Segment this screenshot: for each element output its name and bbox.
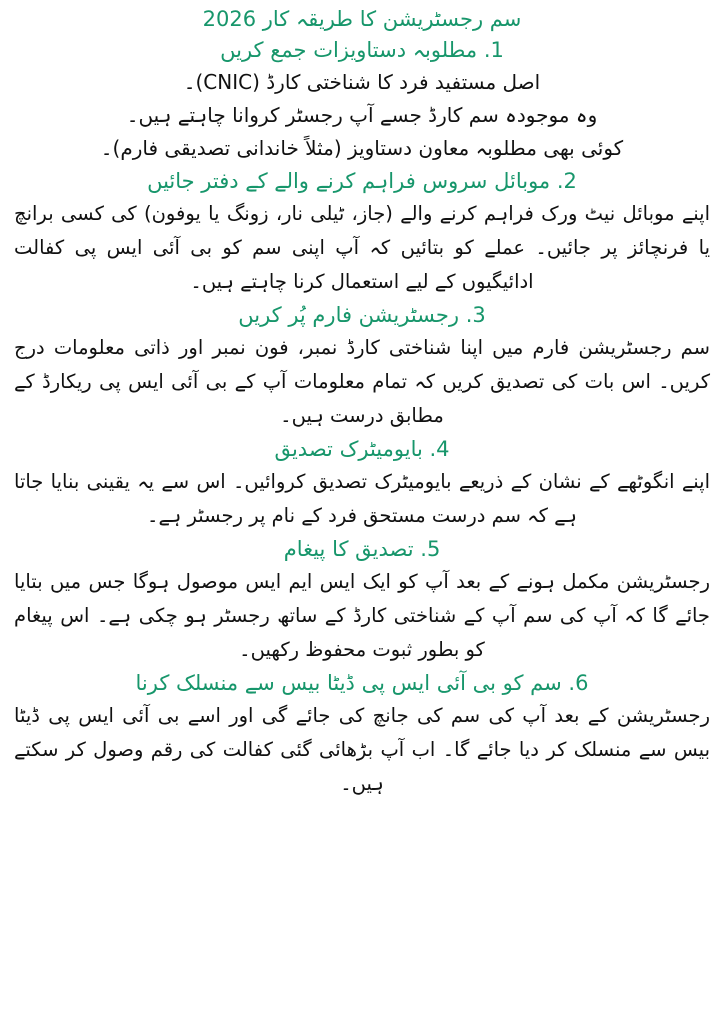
document-item-1: اصل مستفید فرد کا شناختی کارڈ (CNIC)۔ [183, 70, 541, 94]
document-item-3: کوئی بھی مطلوبہ معاون دستاویز (مثلاً خاندانی تصدیقی فارم)۔ [100, 136, 624, 160]
section-paragraph-6: رجسٹریشن کے بعد آپ کی سم کی جانچ کی جائے گی اور اسے بی آئی ایس پی ڈیٹا بیس سے منسلک کر دیا جائے گا۔ اب آپ بڑھائی گئی کفالت کی رقم وصول کر سکتے ہیں۔ [14, 704, 710, 795]
section-heading-1: 1. مطلوبہ دستاویزات جمع کریں [220, 38, 504, 62]
section-paragraph-2: اپنے موبائل نیٹ ورک فراہم کرنے والے (جاز، ٹیلی نار، زونگ یا یوفون) کی کسی برانچ یا فرنچائز پر جائیں۔ عملے کو بتائیں کہ آپ اپنی سم کو بی آئی ایس پی کفالت ادائیگیوں کے لیے استعمال کرنا چاہتے ہیں۔ [14, 202, 710, 293]
page-title: سم رجسٹریشن کا طریقہ کار 2026 [202, 7, 522, 31]
section-paragraph-5: رجسٹریشن مکمل ہونے کے بعد آپ کو ایک ایس ایم ایس موصول ہوگا جس میں بتایا جائے گا کہ آپ کی سم آپ کے شناختی کارڈ کے ساتھ رجسٹر ہو چکی ہے۔ اس پیغام کو بطور ثبوت محفوظ رکھیں۔ [14, 570, 710, 661]
section-paragraph-3: سم رجسٹریشن فارم میں اپنا شناختی کارڈ نمبر، فون نمبر اور ذاتی معلومات درج کریں۔ اس بات کی تصدیق کریں کہ تمام معلومات آپ کے بی آئی ایس پی ریکارڈ کے مطابق درست ہیں۔ [14, 336, 710, 427]
document-item-2: وہ موجودہ سم کارڈ جسے آپ رجسٹر کروانا چاہتے ہیں۔ [126, 103, 598, 127]
section-heading-2: 2. موبائل سروس فراہم کرنے والے کے دفتر جائیں [147, 169, 577, 193]
section-heading-5: 5. تصدیق کا پیغام [283, 537, 441, 561]
section-paragraph-4: اپنے انگوٹھے کے نشان کے ذریعے بایومیٹرک تصدیق کروائیں۔ اس سے یہ یقینی بنایا جاتا ہے کہ سم درست مستحق فرد کے نام پر رجسٹر ہے۔ [14, 470, 710, 527]
section-heading-4: 4. بایومیٹرک تصدیق [274, 437, 450, 461]
section-heading-6: 6. سم کو بی آئی ایس پی ڈیٹا بیس سے منسلک کرنا [135, 671, 589, 695]
section-heading-3: 3. رجسٹریشن فارم پُر کریں [238, 303, 486, 327]
